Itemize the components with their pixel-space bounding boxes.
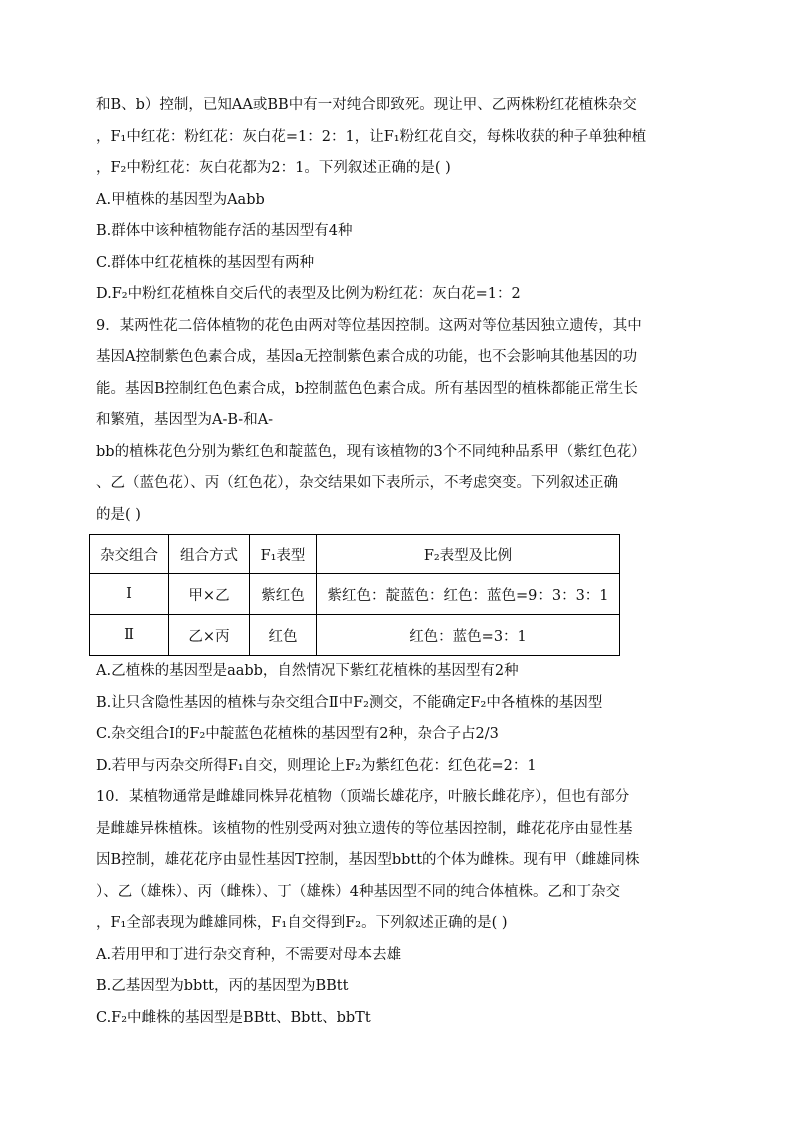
header-cross-method: 组合方式 <box>169 535 250 574</box>
question-10-line-3: 因B控制，雄花花序由显性基因T控制，基因型bbtt的个体为雌株。现有甲（雌雄同株 <box>96 852 640 868</box>
question-9-line-1: 9．某两性花二倍体植物的花色由两对等位基因控制。这两对等位基因独立遗传，其中 <box>96 317 642 334</box>
header-cross-group: 杂交组合 <box>90 535 169 574</box>
question-8-line-2: ，F₁中红花：粉红花：灰白花=1：2：1，让F₁粉红花自交，每株收获的种子单独种植 <box>96 128 647 145</box>
question-8-option-c: C.群体中红花植株的基因型有两种 <box>96 254 315 271</box>
cell-group: Ⅰ <box>90 574 169 615</box>
cell-f1: 紫红色 <box>250 574 317 615</box>
question-10-option-a: A.若用甲和丁进行杂交育种，不需要对母本去雄 <box>96 946 402 963</box>
question-10-option-b: B.乙基因型为bbtt，丙的基因型为BBtt <box>96 978 349 994</box>
question-8-line-3: ，F₂中粉红花：灰白花都为2：1。下列叙述正确的是( ) <box>96 160 451 176</box>
question-9-option-b: B.让只含隐性基因的植株与杂交组合Ⅱ中F₂测交，不能确定F₂中各植株的基因型 <box>96 694 603 711</box>
cell-f2: 紫红色：靛蓝色：红色：蓝色=9：3：3：1 <box>317 574 620 615</box>
question-9-option-d: D.若甲与丙杂交所得F₁自交，则理论上F₂为紫红色花：红色花=2：1 <box>96 757 537 774</box>
exam-page <box>96 90 706 1034</box>
question-8-line-1: 和B、b）控制，已知AA或BB中有一对纯合即致死。现让甲、乙两株粉红花植株杂交 <box>96 97 637 113</box>
question-9-line-4: 和繁殖，基因型为A-B-和A- <box>96 412 274 428</box>
question-9-option-c: C.杂交组合Ⅰ的F₂中靛蓝色花植株的基因型有2种，杂合子占2/3 <box>96 726 499 742</box>
question-10-line-5: ，F₁全部表现为雌雄同株，F₁自交得到F₂。下列叙述正确的是( ) <box>96 915 508 931</box>
cell-method: 甲×乙 <box>169 574 250 615</box>
header-f2-phenotype-ratio: F₂表型及比例 <box>317 535 620 574</box>
question-9-line-7: 的是( ) <box>96 506 141 523</box>
question-10-line-4: ）、乙（雄株）、丙（雌株）、丁（雄株）4种基因型不同的纯合体植株。乙和丁杂交 <box>96 883 620 900</box>
question-10 <box>96 782 706 1034</box>
question-8-option-d: D.F₂中粉红花植株自交后代的表型及比例为粉红花：灰白花=1：2 <box>96 286 521 302</box>
question-9-option-a: A.乙植株的基因型是aabb，自然情况下紫红花植株的基因型有2种 <box>96 663 519 679</box>
question-8-option-a: A.甲植株的基因型为Aabb <box>96 191 265 208</box>
question-9-line-2: 基因A控制紫色色素合成，基因a无控制紫色素合成的功能，也不会影响其他基因的功 <box>96 349 638 365</box>
table-row <box>90 615 620 656</box>
table-row <box>90 574 620 615</box>
header-f1-phenotype: F₁表型 <box>250 535 317 574</box>
question-10-line-1: 10．某植物通常是雌雄同株异花植物（顶端长雄花序，叶腋长雌花序），但也有部分 <box>96 789 630 805</box>
question-8 <box>96 90 706 311</box>
question-10-line-2: 是雌雄异株植株。该植物的性别受两对独立遗传的等位基因控制，雌花花序由显性基 <box>96 820 633 837</box>
question-9-line-5: bb的植株花色分别为紫红色和靛蓝色，现有该植物的3个不同纯种品系甲（紫红色花） <box>96 443 646 460</box>
question-9-line-6: 、乙（蓝色花）、丙（红色花），杂交结果如下表所示，不考虑突变。下列叙述正确 <box>96 475 618 491</box>
question-8-option-b: B.群体中该种植物能存活的基因型有4种 <box>96 223 353 239</box>
cell-f2: 红色：蓝色=3：1 <box>317 615 620 656</box>
cell-group: Ⅱ <box>90 615 169 656</box>
table-header-row <box>90 535 620 574</box>
cross-results-table <box>89 534 620 656</box>
question-9 <box>96 311 706 783</box>
question-10-option-c: C.F₂中雌株的基因型是BBtt、Bbtt、bbTt <box>96 1009 371 1026</box>
cell-method: 乙×丙 <box>169 615 250 656</box>
cell-f1: 红色 <box>250 615 317 656</box>
question-9-line-3: 能。基因B控制红色色素合成，b控制蓝色色素合成。所有基因型的植株都能正常生长 <box>96 380 638 397</box>
